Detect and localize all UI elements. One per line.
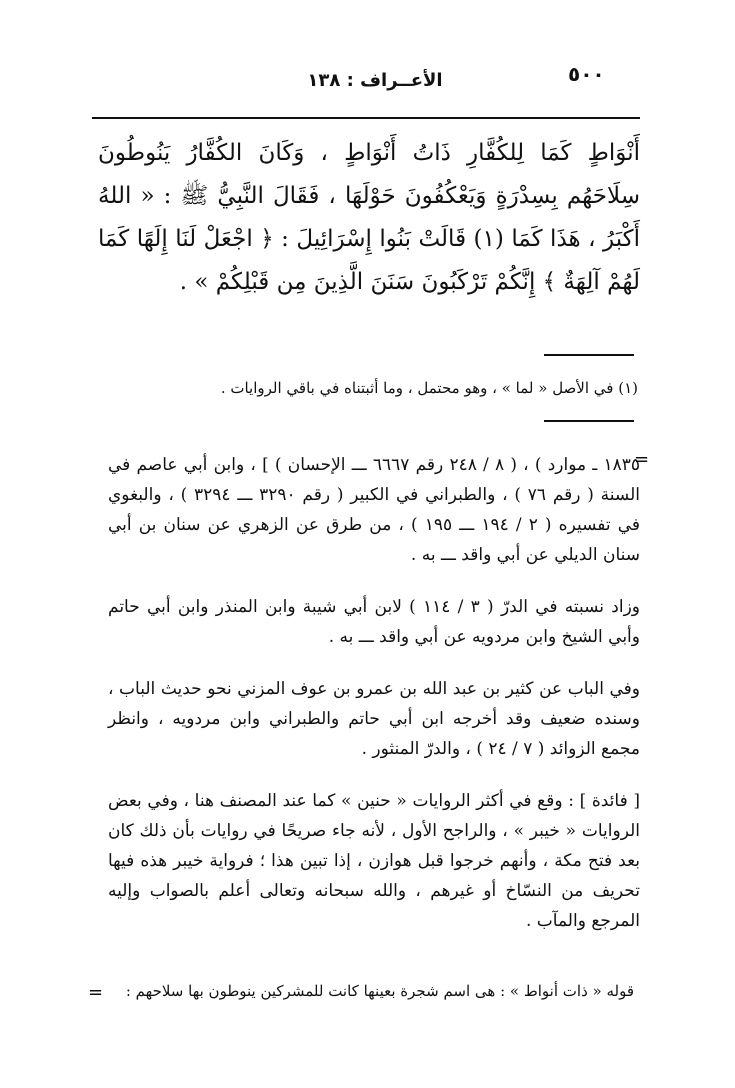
- running-title: الأعــراف : ١٣٨: [307, 70, 443, 91]
- main-paragraph: أَنْوَاطٍ كَمَا لِلكُفَّارِ ذَاتُ أَنْوَاطٍ ، وَكَانَ الكُفَّارُ يَنُوطُونَ سِلَاحَهُم بِسِدْرَةٍ وَيَعْكُفُونَ حَوْلَهَا ، فَقَالَ النَّبِيُّ ﷺ : « اللهُ أَكْبَرُ ، هَذَا كَمَا (١) قَالَتْ بَنُوا إِسْرَائِيلَ : ﴿ اجْعَلْ لَنَا إِلَهًا كَمَا لَهُمْ آلِهَةٌ ﴾ إِنَّكُمْ تَرْكَبُونَ سَنَنَ الَّذِينَ مِن قَبْلِكُمْ » .: [98, 140, 640, 295]
- commentary-paragraph: ١٨٣٥ ـ موارد ) ، ( ٨ / ٢٤٨ رقم ٦٦٦٧ ـــ الإحسان ) ] ، وابن أبي عاصم في السنة ( رقم ٧٦ ) ، والطبراني في الكبير ( رقم ٣٢٩٠ ـــ ٣٢٩٤ ) ، والبغوي في تفسيره ( ٢ / ١٩٤ ـــ ١٩٥ ) ، من طرق عن الزهري عن سنان بن أبي سنان الديلي عن أبي واقد ـــ به .: [108, 455, 640, 565]
- footnote: (١) في الأصل « لما » ، وهو محتمل ، وما أثبتناه في باقي الروايات .: [220, 379, 638, 397]
- bottom-note: قوله « ذات أنواط » : هى اسم شجرة بعينها كانت للمشركين ينوطون بها سلاحهم :: [125, 982, 634, 1000]
- commentary: [108, 450, 640, 958]
- footnote-rule-top: [544, 354, 634, 356]
- page-number: ٥٠٠: [568, 62, 605, 86]
- commentary-paragraph: وزاد نسبته في الدرّ ( ٣ / ١١٤ ) لابن أبي شيبة وابن المنذر وابن أبي حاتم وأبي الشيخ وابن مردويه عن أبي واقد ـــ به .: [108, 597, 640, 647]
- footnote-rule-bottom: [544, 420, 634, 422]
- commentary-paragraph: وفي الباب عن كثير بن عبد الله بن عمرو بن عوف المزني نحو حديث الباب ، وسنده ضعيف وقد أخرجه ابن أبي حاتم والطبراني وابن مردويه ، وانظر مجمع الزوائد ( ٧ / ٢٤ ) ، والدرّ المنثور .: [108, 679, 640, 759]
- main-text: [98, 132, 640, 304]
- commentary-paragraph: [ فائدة ] : وقع في أكثر الروايات « حنين » كما عند المصنف هنا ، وفي بعض الروايات « خيبر » ، والراجح الأول ، لأنه جاء صريحًا في روايات بأن ذلك كان بعد فتح مكة ، وأنهم خرجوا قبل هوازن ، إذا تبين هذا ؛ فرواية خيبر هذه فيها تحريف من النسّاخ أو غيرهم ، والله سبحانه وتعالى أعلم بالصواب وإليه المرجع والمآب .: [108, 791, 640, 931]
- continuation-mark: =: [634, 449, 650, 470]
- bottom-continuation-mark: =: [88, 982, 104, 1003]
- header-rule: [92, 117, 640, 119]
